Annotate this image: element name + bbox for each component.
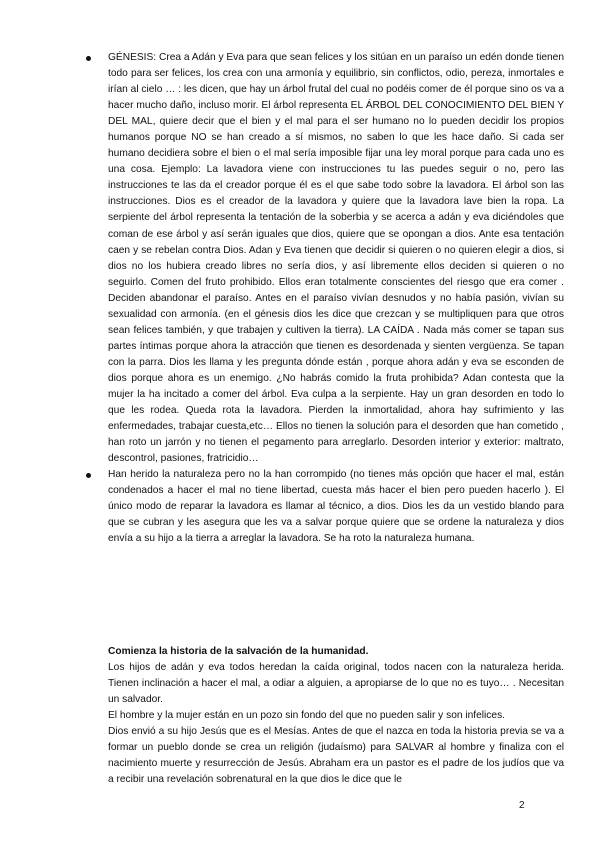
bullet-item-naturaleza <box>86 467 564 547</box>
bullet-item-genesis <box>86 50 564 467</box>
bullet-icon <box>86 473 91 478</box>
bullet-text: GÉNESIS: Crea a Adán y Eva para que sean felices y los sitúan en un paraíso un edén donde tienen todo para ser felices, los crea con una armonía y equilibrio, sin conflictos, odio, pereza, inmortales e irían al cielo … : les dicen, que hay un árbol frutal del cual no podéis comer de él porque sino os va a hacer mucho daño, incluso morir. El árbol representa EL ÁRBOL DEL CONOCIMIENTO DEL BIEN Y DEL MAL, quiere decir que el bien y el mal para el ser humano no lo pueden decidir los propios humanos porque NO se han creado a sí mismos, no saben lo que les hace daño. Si cada ser humano decidiera sobre el bien o el mal sería imposible fijar una ley moral porque para cada uno es una cosa. Ejemplo: La lavadora viene con instrucciones tu las puedes seguir o no, pero las instrucciones te las da el creador porque él es el que sabe todo sobre la lavadora. El árbol son las instrucciones. Dios es el creador de la lavadora y quiere que la lavadora lave bien la ropa. La serpiente del árbol representa la tentación de la soberbia y se acerca a adán y eva diciéndoles que coman de ese árbol y así serán iguales que dios, quiere que se opongan a dios. Ante esa tentación caen y se rebelan contra Dios. Adan y Eva tienen que decidir si quieren o no quieren elegir a dios, si dios no los hubiera creado libres no sería dios, y así libremente ellos deciden si quieren o no seguirlo. Comen del fruto prohibido. Ellos eran totalmente conscientes del riesgo que era comer . Deciden abandonar el paraíso. Antes en el paraíso vivían desnudos y no había pasión, vivían su sexualidad con armonía. (en el génesis dios les dice que crezcan y se multipliquen para que otros sean felices también, y que trabajen y cultiven la tierra). LA CAÍDA . Nada más comer se tapan sus partes íntimas porque ahora la atracción que tienen es desordenada y sienten vergüenza. Se tapan con la parra. Dios les llama y les pregunta dónde están , porque ahora adán y eva se esconden de dios porque ahora es un enemigo. ¿No habrás comido la fruta prohibida? Adan contesta que la mujer la ha incitado a comer del árbol. Eva culpa a la serpiente. Hay un gran desorden en todo lo que les rodea. Queda rota la lavadora. Pierden la inmortalidad, ahora hay sufrimiento y las enfermedades, trabajar cuesta,etc… Ellos no tienen la solución para el desorden que han cometido , han roto un jarrón y no tienen el pegamento para arreglarlo. Desorden interior y exterior: maltrato, descontrol, pasiones, fratricidio… <box>108 52 564 465</box>
salvation-section <box>108 644 564 788</box>
section-paragraph: Los hijos de adán y eva todos heredan la caída original, todos nacen con la naturaleza herida. Tienen inclinación a hacer el mal, a odiar a alguien, a apropiarse de lo que no es tuyo… . Necesitan un salvador. <box>108 662 564 706</box>
section-paragraph: El hombre y la mujer están en un pozo sin fondo del que no pueden salir y son infelices. <box>108 710 505 722</box>
bullet-list <box>86 50 564 547</box>
section-paragraph: Dios envió a su hijo Jesús que es el Mesías. Antes de que el nazca en toda la historia previa se va a formar un pueblo donde se crea un religión (judaísmo) para SALVAR al hombre y finaliza con el nacimiento muerte y resurrección de Jesús. Abraham era un pastor es el padre de los judíos que va a recibir una revelación sobrenatural en la que dios le dice que le <box>108 726 564 786</box>
bullet-text: Han herido la naturaleza pero no la han corrompido (no tienes más opción que hacer el mal, están condenados a hacer el mal no tiene libertad, cuesta más hacer el bien pero pueden hacerlo ). El único modo de reparar la lavadora es llamar al técnico, a dios. Dios les da un vestido blando para que se cubran y les asegura que les va a salvar porque quiere que se ordene la naturaleza y dios envía a su hijo a la tierra a arreglar la lavadora. Se ha roto la naturaleza humana. <box>108 469 564 545</box>
page-number: 2 <box>519 800 525 811</box>
section-heading: Comienza la historia de la salvación de la humanidad. <box>108 646 369 657</box>
bullet-icon <box>86 56 91 61</box>
